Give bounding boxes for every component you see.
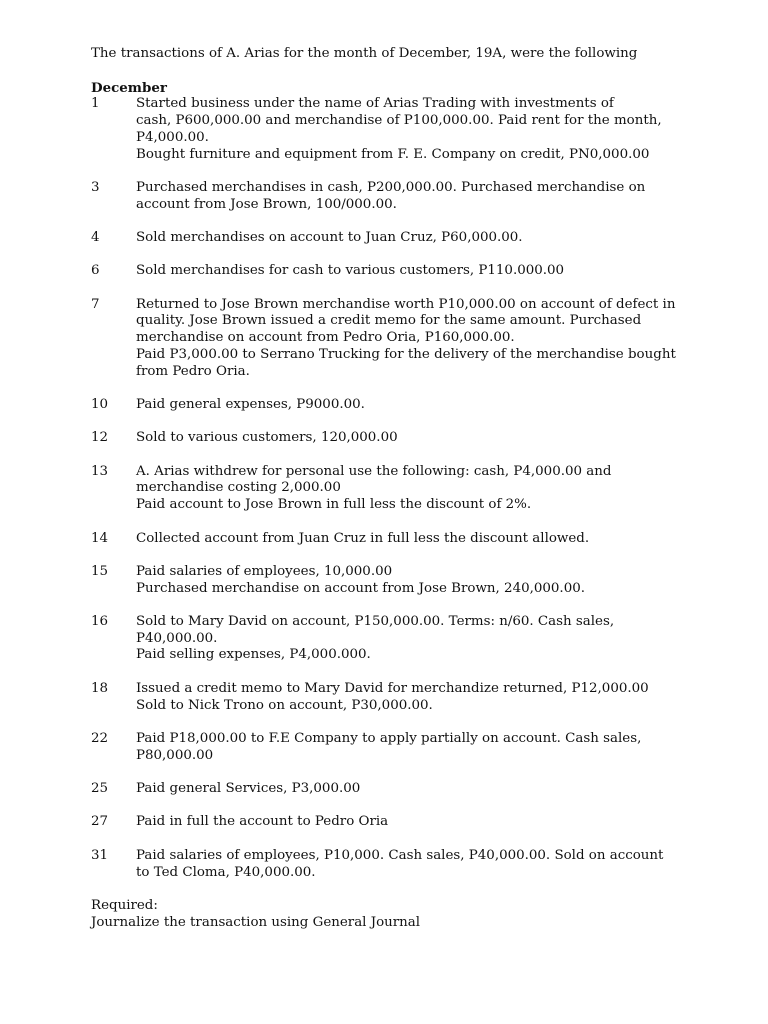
intro-text: The transactions of A. Arias for the month of December, 19A, were the following: [91, 46, 638, 61]
transaction-description: [136, 781, 691, 798]
transaction-entry: [91, 848, 691, 881]
transaction-entry: [91, 397, 691, 414]
transaction-day: 1: [91, 96, 100, 112]
transaction-day: 13: [91, 463, 109, 479]
required-section: [91, 898, 691, 931]
transaction-day: 10: [91, 396, 109, 412]
transaction-description: [136, 681, 691, 714]
transaction-description: [136, 531, 691, 548]
transaction-description: [136, 297, 691, 381]
transaction-day: 18: [91, 680, 109, 696]
transaction-line: Collected account from Juan Cruz in full less the discount allowed.: [136, 530, 590, 546]
transaction-line: quality. Jose Brown issued a credit memo for the same amount. Purchased: [136, 313, 642, 329]
transaction-day: 4: [91, 230, 100, 245]
document-page: [91, 46, 691, 931]
transaction-line: Bought furniture and equipment from F. E. Company on credit, PN0,000.00: [136, 146, 650, 162]
transaction-entry: [91, 297, 691, 381]
transaction-line: merchandise costing 2,000.00: [136, 480, 341, 496]
transaction-line: P4,000.00.: [136, 129, 209, 145]
transaction-line: Issued a credit memo to Mary David for merchandize returned, P12,000.00: [136, 680, 649, 696]
transaction-line: Sold merchandises on account to Juan Cruz, P60,000.00.: [136, 230, 523, 245]
transaction-line: Paid account to Jose Brown in full less the discount of 2%.: [136, 497, 532, 513]
transaction-line: to Ted Cloma, P40,000.00.: [136, 864, 316, 880]
transaction-description: [136, 564, 691, 597]
transaction-day: 6: [91, 263, 100, 279]
transaction-entry: [91, 531, 691, 548]
transaction-entry: [91, 180, 691, 213]
transaction-description: [136, 96, 691, 163]
transaction-entry: [91, 96, 691, 163]
transaction-day: 14: [91, 530, 109, 546]
transaction-line: Sold to various customers, 120,000.00: [136, 430, 398, 446]
transaction-description: [136, 614, 691, 664]
transaction-line: Paid general Services, P3,000.00: [136, 781, 361, 797]
transaction-description: [136, 464, 691, 514]
transaction-line: Sold to Mary David on account, P150,000.00. Terms: n/60. Cash sales,: [136, 614, 615, 630]
required-text: Journalize the transaction using General Journal: [91, 914, 421, 930]
transaction-day: 25: [91, 781, 109, 797]
transaction-entry: [91, 781, 691, 798]
transaction-line: Paid selling expenses, P4,000.000.: [136, 647, 371, 663]
transaction-line: Started business under the name of Arias Trading with investments of: [136, 96, 614, 112]
transaction-line: Sold to Nick Trono on account, P30,000.00.: [136, 697, 433, 713]
transaction-day: 27: [91, 814, 109, 830]
transaction-entry: [91, 814, 691, 831]
transaction-entry: [91, 464, 691, 514]
transaction-entry: [91, 731, 691, 764]
transaction-line: cash, P600,000.00 and merchandise of P100,000.00. Paid rent for the month,: [136, 113, 662, 129]
transaction-entry: [91, 430, 691, 447]
transaction-description: [136, 230, 691, 247]
required-label: Required:: [91, 897, 158, 913]
transaction-description: [136, 430, 691, 447]
month-heading: December: [91, 79, 167, 96]
transaction-line: Paid P18,000.00 to F.E Company to apply partially on account. Cash sales,: [136, 730, 642, 746]
transaction-day: 3: [91, 179, 100, 195]
transaction-line: P80,000.00: [136, 747, 214, 763]
transaction-line: Purchased merchandises in cash, P200,000.00. Purchased merchandise on: [136, 179, 646, 195]
transaction-entry: [91, 681, 691, 714]
transaction-line: Paid in full the account to Pedro Oria: [136, 814, 389, 830]
transaction-day: 15: [91, 563, 109, 579]
transaction-description: [136, 180, 691, 213]
transaction-line: Purchased merchandise on account from Jose Brown, 240,000.00.: [136, 580, 585, 596]
transaction-line: Paid salaries of employees, P10,000. Cash sales, P40,000.00. Sold on account: [136, 847, 664, 863]
transaction-description: [136, 397, 691, 414]
transaction-line: P40,000.00.: [136, 630, 218, 646]
transaction-description: [136, 814, 691, 831]
transaction-day: 12: [91, 430, 109, 446]
transaction-list: [91, 96, 691, 881]
transaction-line: Paid salaries of employees, 10,000.00: [136, 563, 393, 579]
transaction-description: [136, 731, 691, 764]
transaction-description: [136, 848, 691, 881]
transaction-entry: [91, 614, 691, 664]
transaction-day: 7: [91, 296, 100, 312]
transaction-line: Paid general expenses, P9000.00.: [136, 396, 365, 412]
transaction-day: 16: [91, 614, 109, 630]
transaction-day: 22: [91, 730, 109, 746]
transaction-line: Sold merchandises for cash to various customers, P110.000.00: [136, 263, 565, 279]
transaction-description: [136, 263, 691, 280]
transaction-entry: [91, 564, 691, 597]
transaction-line: merchandise on account from Pedro Oria, P160,000.00.: [136, 330, 515, 346]
transaction-entry: [91, 230, 691, 247]
transaction-line: from Pedro Oria.: [136, 363, 250, 379]
transaction-line: Paid P3,000.00 to Serrano Trucking for the delivery of the merchandise bought: [136, 346, 676, 362]
transaction-line: Returned to Jose Brown merchandise worth P10,000.00 on account of defect in: [136, 296, 676, 312]
transaction-line: account from Jose Brown, 100/000.00.: [136, 196, 397, 212]
transaction-line: A. Arias withdrew for personal use the following: cash, P4,000.00 and: [136, 463, 612, 479]
transaction-day: 31: [91, 847, 109, 863]
transaction-entry: [91, 263, 691, 280]
